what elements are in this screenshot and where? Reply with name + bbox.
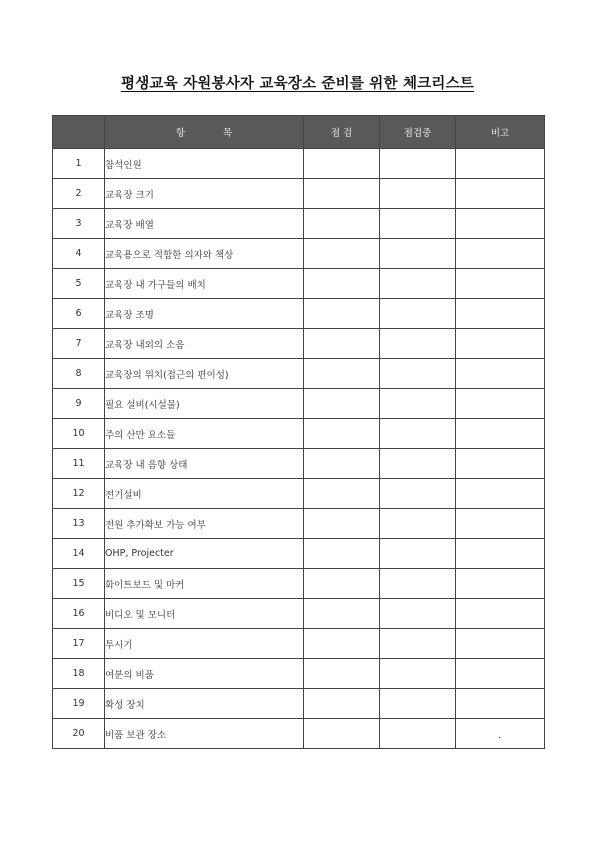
header-row xyxy=(53,116,545,149)
row-check-cell[interactable] xyxy=(304,599,380,629)
table-row xyxy=(53,419,545,449)
row-number-cell: 1 xyxy=(53,149,105,179)
page-title-text: 평생교육 자원봉사자 교육장소 준비를 위한 체크리스트 xyxy=(121,76,474,92)
table-row xyxy=(53,299,545,329)
row-recheck-cell[interactable] xyxy=(380,569,456,599)
row-item-cell: 화이트보드 및 마커 xyxy=(105,569,304,599)
row-note-cell[interactable] xyxy=(456,509,545,539)
row-recheck-cell[interactable] xyxy=(380,239,456,269)
row-number-cell: 14 xyxy=(53,539,105,569)
row-note-cell[interactable] xyxy=(456,419,545,449)
row-note-cell[interactable] xyxy=(456,539,545,569)
row-check-cell[interactable] xyxy=(304,569,380,599)
row-recheck-cell[interactable] xyxy=(380,659,456,689)
row-note-cell[interactable] xyxy=(456,239,545,269)
row-item-cell: 교육장 조명 xyxy=(105,299,304,329)
row-number-cell: 15 xyxy=(53,569,105,599)
table-header xyxy=(53,116,545,149)
row-note-cell[interactable] xyxy=(456,329,545,359)
row-recheck-cell[interactable] xyxy=(380,299,456,329)
table-row xyxy=(53,479,545,509)
row-item-cell: 확성 장치 xyxy=(105,689,304,719)
table-row xyxy=(53,149,545,179)
row-number-cell: 4 xyxy=(53,239,105,269)
row-number-cell: 9 xyxy=(53,389,105,419)
checklist-table xyxy=(52,115,545,749)
row-check-cell[interactable] xyxy=(304,269,380,299)
row-number-cell: 11 xyxy=(53,449,105,479)
row-note-cell[interactable] xyxy=(456,449,545,479)
table-row xyxy=(53,449,545,479)
row-item-cell: 전기설비 xyxy=(105,479,304,509)
header-number xyxy=(53,116,105,149)
row-item-cell: 비디오 및 모니터 xyxy=(105,599,304,629)
row-item-cell: 비품 보관 장소 xyxy=(105,719,304,749)
row-item-cell: 필요 설비(시설물) xyxy=(105,389,304,419)
row-check-cell[interactable] xyxy=(304,179,380,209)
row-note-cell[interactable] xyxy=(456,659,545,689)
row-note-cell[interactable] xyxy=(456,179,545,209)
table-row xyxy=(53,569,545,599)
row-recheck-cell[interactable] xyxy=(380,149,456,179)
row-check-cell[interactable] xyxy=(304,299,380,329)
row-item-cell: 교육장 내 가구들의 배치 xyxy=(105,269,304,299)
row-item-cell: 교육장 크기 xyxy=(105,179,304,209)
table-row xyxy=(53,389,545,419)
row-number-cell: 5 xyxy=(53,269,105,299)
table-row xyxy=(53,599,545,629)
row-recheck-cell[interactable] xyxy=(380,449,456,479)
row-note-cell[interactable] xyxy=(456,149,545,179)
row-number-cell: 16 xyxy=(53,599,105,629)
row-note-cell[interactable] xyxy=(456,629,545,659)
row-check-cell[interactable] xyxy=(304,149,380,179)
row-item-cell: 참석인원 xyxy=(105,149,304,179)
row-item-cell: 교육장 내 음향 상태 xyxy=(105,449,304,479)
row-recheck-cell[interactable] xyxy=(380,599,456,629)
row-note-cell[interactable] xyxy=(456,689,545,719)
table-body xyxy=(53,149,545,749)
row-recheck-cell[interactable] xyxy=(380,509,456,539)
header-recheck: 점검중 xyxy=(380,116,456,149)
page-title xyxy=(0,72,595,93)
row-check-cell[interactable] xyxy=(304,629,380,659)
table-row xyxy=(53,269,545,299)
row-item-cell: OHP, Projecter xyxy=(105,539,304,569)
header-note: 비고 xyxy=(456,116,545,149)
row-note-cell[interactable] xyxy=(456,569,545,599)
row-item-cell: 교육장의 위치(접근의 편이성) xyxy=(105,359,304,389)
table-row xyxy=(53,689,545,719)
table-row xyxy=(53,659,545,689)
table-row xyxy=(53,539,545,569)
row-check-cell[interactable] xyxy=(304,659,380,689)
row-number-cell: 2 xyxy=(53,179,105,209)
row-item-cell: 주의 산만 요소들 xyxy=(105,419,304,449)
row-number-cell: 12 xyxy=(53,479,105,509)
row-check-cell[interactable] xyxy=(304,239,380,269)
row-number-cell: 7 xyxy=(53,329,105,359)
row-note-cell[interactable] xyxy=(456,389,545,419)
row-recheck-cell[interactable] xyxy=(380,689,456,719)
table-row xyxy=(53,239,545,269)
row-check-cell[interactable] xyxy=(304,419,380,449)
row-item-cell: 교육장 내외의 소음 xyxy=(105,329,304,359)
row-item-cell: 교육장 배열 xyxy=(105,209,304,239)
row-check-cell[interactable] xyxy=(304,359,380,389)
row-recheck-cell[interactable] xyxy=(380,329,456,359)
row-note-cell[interactable] xyxy=(456,479,545,509)
row-check-cell[interactable] xyxy=(304,209,380,239)
row-number-cell: 6 xyxy=(53,299,105,329)
row-check-cell[interactable] xyxy=(304,449,380,479)
row-recheck-cell[interactable] xyxy=(380,629,456,659)
row-number-cell: 19 xyxy=(53,689,105,719)
row-check-cell[interactable] xyxy=(304,509,380,539)
row-check-cell[interactable] xyxy=(304,329,380,359)
row-note-cell[interactable] xyxy=(456,299,545,329)
row-item-cell: 전원 추가확보 가능 여부 xyxy=(105,509,304,539)
row-recheck-cell[interactable] xyxy=(380,359,456,389)
table-row xyxy=(53,179,545,209)
row-recheck-cell[interactable] xyxy=(380,719,456,749)
row-note-cell[interactable] xyxy=(456,599,545,629)
table-row xyxy=(53,629,545,659)
row-number-cell: 17 xyxy=(53,629,105,659)
table-row xyxy=(53,719,545,749)
row-recheck-cell[interactable] xyxy=(380,389,456,419)
row-check-cell[interactable] xyxy=(304,719,380,749)
row-number-cell: 20 xyxy=(53,719,105,749)
row-note-cell[interactable] xyxy=(456,359,545,389)
row-check-cell[interactable] xyxy=(304,479,380,509)
row-recheck-cell[interactable] xyxy=(380,419,456,449)
row-note-cell[interactable] xyxy=(456,269,545,299)
row-item-cell: 투시기 xyxy=(105,629,304,659)
row-check-cell[interactable] xyxy=(304,539,380,569)
header-item: 항목 xyxy=(105,116,304,149)
row-recheck-cell[interactable] xyxy=(380,479,456,509)
row-number-cell: 18 xyxy=(53,659,105,689)
row-check-cell[interactable] xyxy=(304,389,380,419)
row-recheck-cell[interactable] xyxy=(380,209,456,239)
table-row xyxy=(53,359,545,389)
table-row xyxy=(53,329,545,359)
row-recheck-cell[interactable] xyxy=(380,539,456,569)
row-item-cell: 교육용으로 적합한 의자와 책상 xyxy=(105,239,304,269)
row-note-cell[interactable] xyxy=(456,209,545,239)
table-row xyxy=(53,209,545,239)
row-check-cell[interactable] xyxy=(304,689,380,719)
row-number-cell: 8 xyxy=(53,359,105,389)
row-recheck-cell[interactable] xyxy=(380,269,456,299)
row-number-cell: 10 xyxy=(53,419,105,449)
row-number-cell: 3 xyxy=(53,209,105,239)
row-note-cell[interactable] xyxy=(456,719,545,749)
row-number-cell: 13 xyxy=(53,509,105,539)
row-item-cell: 여분의 비품 xyxy=(105,659,304,689)
table-row xyxy=(53,509,545,539)
row-recheck-cell[interactable] xyxy=(380,179,456,209)
row-note-text: . xyxy=(498,731,501,741)
header-check: 점 검 xyxy=(304,116,380,149)
